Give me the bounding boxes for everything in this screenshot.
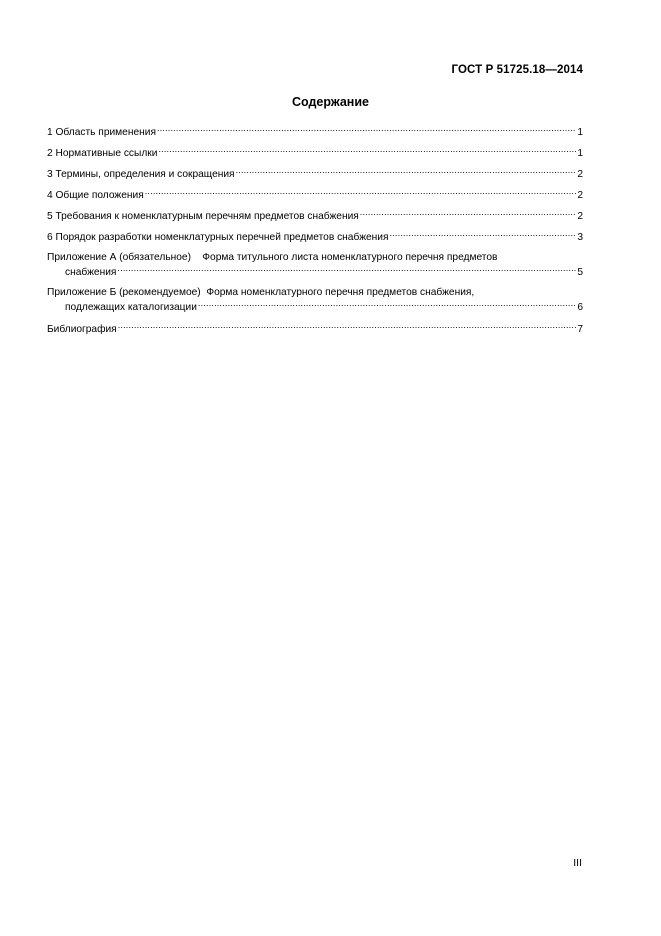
toc-entry[interactable]: [47, 229, 583, 244]
toc-entry-text: 1 Область применения: [47, 127, 156, 138]
toc-entry-text: 4 Общие положения: [47, 190, 144, 201]
toc-entry-appendix-a[interactable]: [47, 251, 583, 279]
toc-entry-page: 2: [577, 169, 583, 180]
toc-leader-dots: [117, 264, 576, 275]
toc-entry[interactable]: [47, 208, 583, 223]
toc-entry-page: 7: [577, 324, 583, 335]
toc-entry-text: Приложение А (обязательное) Форма титульного листа номенклатурного перечня предметов: [47, 252, 498, 263]
toc-leader-dots: [198, 299, 576, 310]
toc-entry[interactable]: [47, 166, 583, 181]
toc-entry[interactable]: [47, 124, 583, 139]
toc-entry-page: 6: [577, 302, 583, 313]
toc-leader-dots: [145, 187, 577, 198]
toc-entry[interactable]: [47, 145, 583, 160]
toc-entry-text-continuation: снабжения: [65, 267, 117, 278]
toc-entry-page: 5: [577, 267, 583, 278]
toc-entry[interactable]: [47, 187, 583, 202]
toc-entry-text-continuation: подлежащих каталогизации: [65, 302, 197, 313]
toc-leader-dots: [158, 145, 576, 156]
toc-entry-text: Библиография: [47, 324, 117, 335]
toc-entry-text: Приложение Б (рекомендуемое) Форма номенклатурного перечня предметов снабжения,: [47, 287, 475, 298]
toc-leader-dots: [157, 124, 576, 135]
toc-entry-text: 6 Порядок разработки номенклатурных перечней предметов снабжения: [47, 232, 389, 243]
toc-leader-dots: [118, 321, 577, 332]
toc-leader-dots: [390, 229, 577, 240]
toc-leader-dots: [360, 208, 577, 219]
toc-entry-text: 5 Требования к номенклатурным перечням предметов снабжения: [47, 211, 359, 222]
page-number: III: [573, 857, 582, 869]
toc-entry-page: 1: [577, 148, 583, 159]
toc-leader-dots: [236, 166, 577, 177]
toc-entry-text: 2 Нормативные ссылки: [47, 148, 158, 159]
toc-entry-page: 2: [577, 211, 583, 222]
toc-entry-appendix-b[interactable]: [47, 286, 583, 314]
toc-entry-text: 3 Термины, определения и сокращения: [47, 169, 235, 180]
table-of-contents: [47, 124, 583, 336]
toc-entry[interactable]: [47, 321, 583, 336]
toc-entry-page: 1: [577, 127, 583, 138]
document-code: ГОСТ Р 51725.18—2014: [451, 64, 583, 76]
toc-entry-page: 3: [577, 232, 583, 243]
toc-title: Содержание: [291, 95, 369, 109]
toc-entry-page: 2: [577, 190, 583, 201]
